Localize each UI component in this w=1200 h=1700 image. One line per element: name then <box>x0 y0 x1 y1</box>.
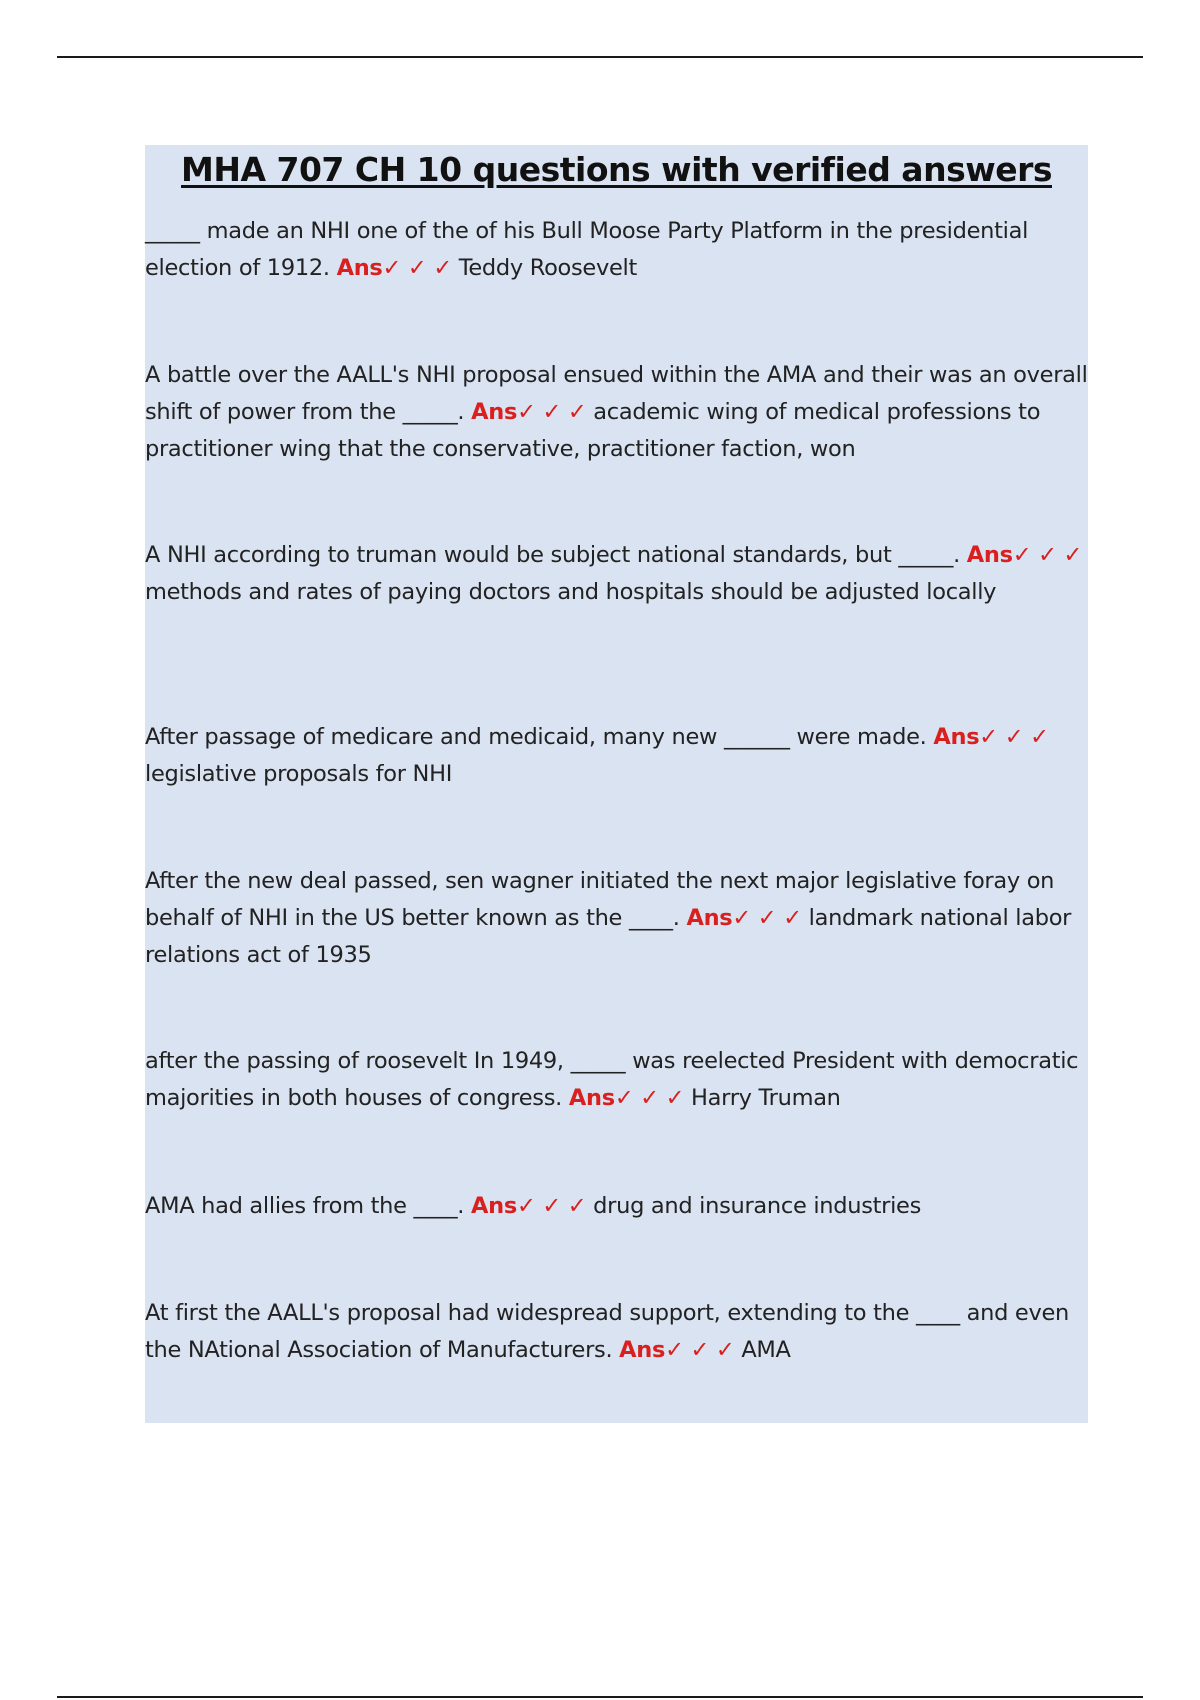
qa-item-8 <box>145 1295 1088 1369</box>
answer-marker: Ans <box>568 1085 615 1111</box>
answer-marker: Ans <box>471 399 518 425</box>
question-text: _____ made an NHI one of the of his Bull Moose Party Platform in the presidential election of 1912. <box>145 218 1029 281</box>
check-marks-icon: ✓ ✓ ✓ <box>665 1337 735 1363</box>
question-text: After passage of medicare and medicaid, many new ______ were made. <box>145 724 927 750</box>
question-text: A NHI according to truman would be subject national standards, but _____. <box>145 542 960 568</box>
answer-text: legislative proposals for NHI <box>145 761 453 787</box>
check-marks-icon: ✓ ✓ ✓ <box>979 724 1049 750</box>
answer-text: academic wing of medical professions to practitioner wing that the conservative, practitioner faction, won <box>145 399 1041 462</box>
answer-text: methods and rates of paying doctors and hospitals should be adjusted locally <box>145 579 997 605</box>
answer-text: AMA <box>741 1337 791 1363</box>
answer-marker: Ans <box>966 542 1013 568</box>
question-text: after the passing of roosevelt In 1949, _____ was reelected President with democratic majorities in both houses of congress. <box>145 1048 1079 1111</box>
question-text: AMA had allies from the ____. <box>145 1193 465 1219</box>
answer-text: Teddy Roosevelt <box>458 255 637 281</box>
check-marks-icon: ✓ ✓ ✓ <box>1012 542 1083 568</box>
qa-item-7 <box>145 1188 1088 1225</box>
question-text: A battle over the AALL's NHI proposal ensued within the AMA and their was an overall shift of power from the _____. <box>145 362 1088 425</box>
qa-item-2 <box>145 357 1088 468</box>
answer-text: Harry Truman <box>691 1085 841 1111</box>
qa-item-6 <box>145 1043 1088 1117</box>
qa-item-5 <box>145 863 1088 974</box>
check-marks-icon: ✓ ✓ ✓ <box>732 905 802 931</box>
answer-marker: Ans <box>471 1193 517 1219</box>
question-text: After the new deal passed, sen wagner initiated the next major legislative foray on behalf of NHI in the US better known as the ____. <box>145 868 1055 931</box>
answer-text: landmark national labor relations act of 1935 <box>145 905 1072 968</box>
check-marks-icon: ✓ ✓ ✓ <box>614 1085 685 1111</box>
answer-marker: Ans <box>933 724 980 750</box>
answer-marker: Ans <box>686 905 733 931</box>
check-marks-icon: ✓ ✓ ✓ <box>516 1193 587 1219</box>
answer-marker: Ans <box>336 255 383 281</box>
check-marks-icon: ✓ ✓ ✓ <box>517 399 587 425</box>
qa-item-4 <box>145 719 1088 793</box>
qa-panel <box>145 145 1088 1423</box>
bottom-rule <box>57 1696 1143 1698</box>
qa-item-1 <box>145 213 1088 287</box>
question-text: At first the AALL's proposal had widespread support, extending to the ____ and even the NAtional Association of Manufacturers. <box>145 1300 1069 1363</box>
top-rule <box>57 56 1143 58</box>
qa-item-3 <box>145 537 1088 611</box>
answer-text: drug and insurance industries <box>593 1193 922 1219</box>
answer-marker: Ans <box>619 1337 666 1363</box>
document-title: MHA 707 CH 10 questions with verified answers <box>181 150 1052 189</box>
check-marks-icon: ✓ ✓ ✓ <box>382 255 452 281</box>
